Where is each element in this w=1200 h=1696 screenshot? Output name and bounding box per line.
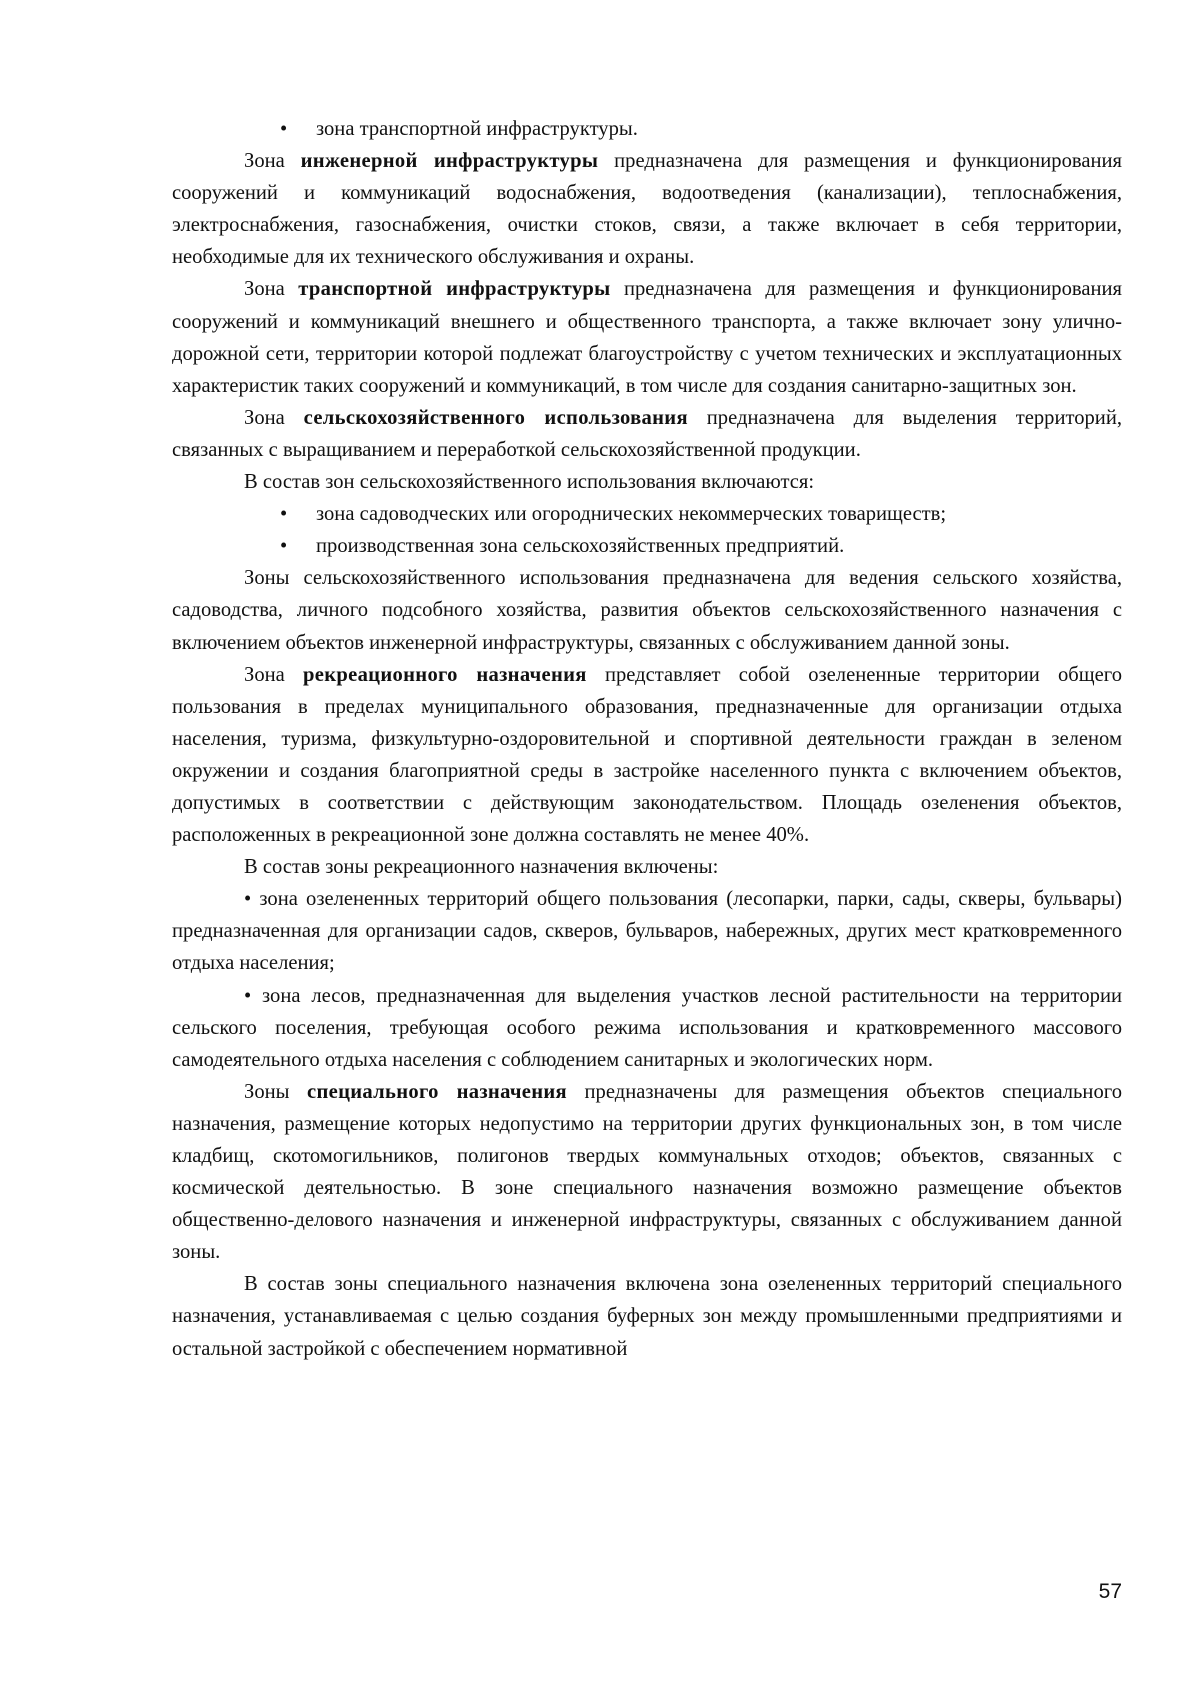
- paragraph-prefix: Зона: [244, 406, 304, 429]
- bullet-icon: •: [280, 503, 288, 526]
- paragraph-prefix: Зона: [244, 663, 304, 686]
- document-body: [172, 113, 1122, 1365]
- bullet-icon: •: [244, 984, 252, 1007]
- list-item-text: зона лесов, предназначенная для выделения участков лесной растительности на территории сельского поселения, требующая особого режима использования и кратковременного массового самодеятельного отдыха населения с соблюдением санитарных и экологических норм.: [172, 984, 1122, 1071]
- term-engineering-infrastructure: инженерной инфраструктуры: [300, 150, 599, 173]
- list-item-text: зона транспортной инфраструктуры.: [316, 118, 638, 140]
- paragraph-transport-zone: [172, 273, 1122, 401]
- bullet-icon: •: [280, 118, 288, 140]
- term-special-purpose: специального назначения: [307, 1080, 567, 1103]
- paragraph-text: предназначена для размещения и функционирования сооружений и коммуникаций внешнего и общественного транспорта, а также включает зону улично-дорожной сети, территории которой подлежат благоустройству с учетом технических и эксплуатационных характеристик таких сооружений и коммуникаций, в том числе для создания санитарно-защитных зон.: [172, 278, 1122, 397]
- list-item: [172, 980, 1122, 1076]
- paragraph-agricultural-zone: [172, 402, 1122, 466]
- list-item-text: зона садоводческих или огороднических некоммерческих товариществ;: [316, 503, 947, 526]
- term-agricultural-use: сельскохозяйственного использования: [303, 406, 688, 429]
- list-item: [172, 113, 1122, 145]
- list-item: [172, 883, 1122, 979]
- term-transport-infrastructure: транспортной инфраструктуры: [298, 278, 611, 301]
- paragraph-text: предназначена для размещения и функционирования сооружений и коммуникаций водоснабжения, водоотведения (канализации), теплоснабжения, электроснабжения, газоснабжения, очистки стоков, связи, а также включает в себя территории, необходимые для их технического обслуживания и охраны.: [172, 150, 1122, 269]
- page-number: 57: [1098, 1580, 1122, 1603]
- term-recreational-purpose: рекреационного назначения: [303, 663, 587, 686]
- list-item: [172, 498, 1122, 530]
- paragraph-agricultural-composition: В состав зон сельскохозяйственного использования включаются:: [244, 471, 815, 494]
- bullet-icon: •: [280, 535, 288, 558]
- paragraph-agricultural-purpose: Зоны сельскохозяйственного использования предназначена для ведения сельского хозяйства, садоводства, личного подсобного хозяйства, развития объектов сельскохозяйственного назначения с включением объектов инженерной инфраструктуры, связанных с обслуживанием данной зоны.: [172, 567, 1122, 654]
- paragraph-recreation-zone: [172, 659, 1122, 852]
- paragraph-prefix: Зона: [244, 150, 301, 173]
- paragraph-engineering-zone: [172, 145, 1122, 273]
- paragraph-text: предназначены для размещения объектов специального назначения, размещение которых недопустимо на территории других функциональных зон, в том числе кладбищ, скотомогильников, полигонов твердых коммунальных отходов; объектов, связанных с космической деятельностью. В зоне специального назначения возможно размещение объектов общественно-делового назначения и инженерной инфраструктуры, связанных с обслуживанием данной зоны.: [172, 1080, 1122, 1264]
- paragraph-recreation-composition: В состав зоны рекреационного назначения включены:: [244, 856, 719, 879]
- list-item-text: производственная зона сельскохозяйственных предприятий.: [316, 535, 845, 558]
- paragraph-special-zone: [172, 1076, 1122, 1269]
- list-item: [172, 530, 1122, 562]
- paragraph-prefix: Зона: [244, 278, 299, 301]
- paragraph-text: представляет собой озелененные территории общего пользования в пределах муниципального образования, предназначенные для организации отдыха населения, туризма, физкультурно-оздоровительной и спортивной деятельности граждан в зеленом окружении и создания благоприятной среды в застройке населенного пункта с включением объектов, допустимых в соответствии с действующим законодательством. Площадь озеленения объектов, расположенных в рекреационной зоне должна составлять не менее 40%.: [172, 663, 1122, 847]
- paragraph-special-composition: В состав зоны специального назначения включена зона озелененных территорий специального назначения, устанавливаемая с целью создания буферных зон между промышленными предприятиями и остальной застройкой с обеспечением нормативной: [172, 1273, 1122, 1360]
- paragraph-prefix: Зоны: [244, 1080, 308, 1103]
- list-item-text: зона озелененных территорий общего пользования (лесопарки, парки, сады, скверы, бульвары) предназначенная для организации садов, скверов, бульваров, набережных, других мест кратковременного отдыха населения;: [172, 888, 1122, 975]
- bullet-icon: •: [244, 888, 252, 911]
- paragraph-text: предназначена для выделения территорий, связанных с выращиванием и переработкой сельскохозяйственной продукции.: [172, 406, 1122, 461]
